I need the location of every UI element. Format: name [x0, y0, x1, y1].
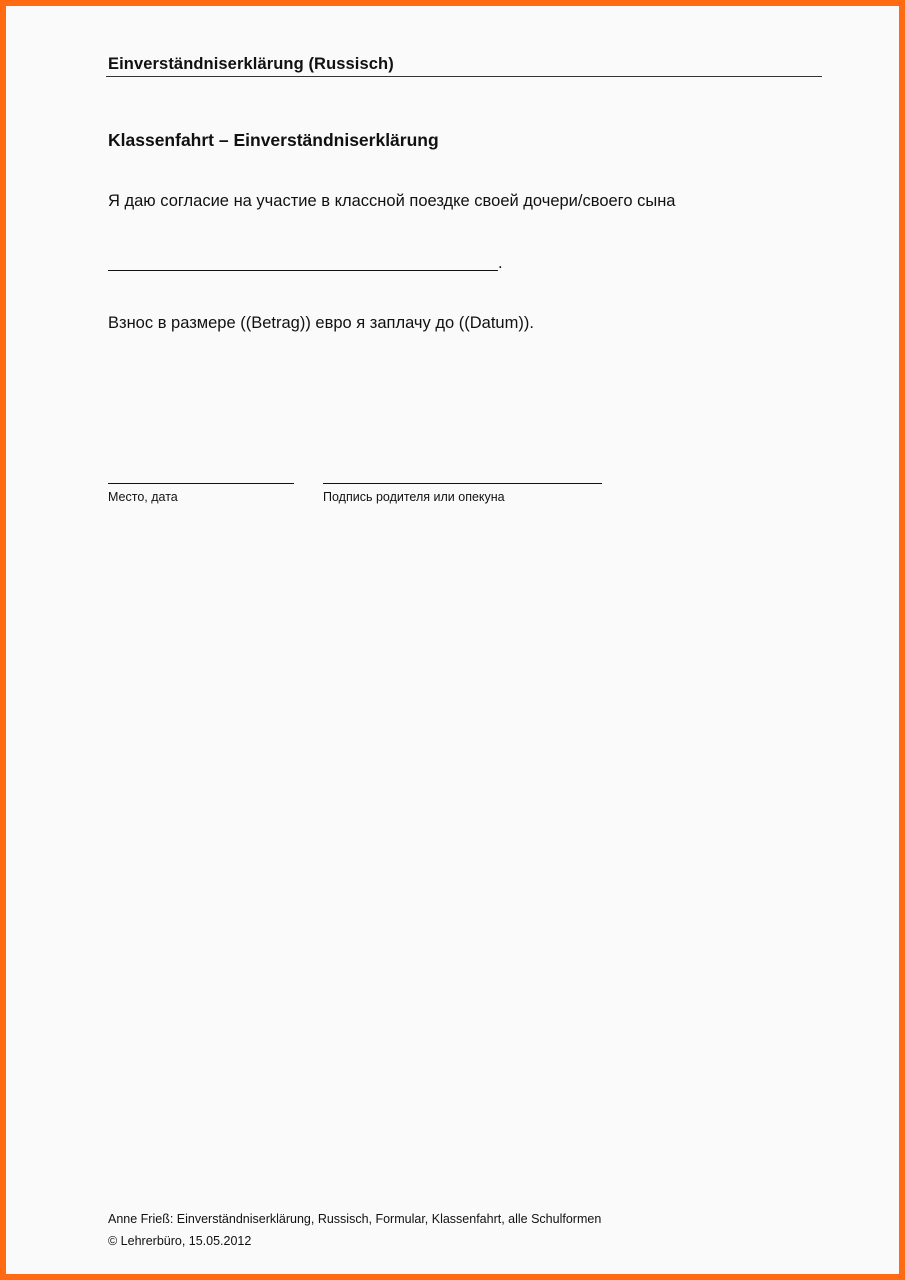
place-date-field[interactable] — [108, 483, 294, 484]
child-name-period: . — [498, 254, 503, 272]
consent-text: Я даю согласие на участие в классной поездке своей дочери/своего сына — [108, 192, 676, 210]
header-title: Einverständniserklärung (Russisch) — [108, 55, 394, 73]
document-title: Klassenfahrt – Einverständniserklärung — [108, 130, 439, 150]
parent-signature-label: Подпись родителя или опекуна — [323, 490, 505, 504]
place-date-label: Место, дата — [108, 490, 178, 504]
fee-text: Взнос в размере ((Betrag)) евро я заплачу до ((Datum)). — [108, 314, 534, 332]
child-name-field[interactable] — [108, 253, 498, 271]
footer-credit: Anne Frieß: Einverständniserklärung, Russisch, Formular, Klassenfahrt, alle Schulformen — [108, 1212, 602, 1226]
header-divider — [106, 76, 822, 77]
parent-signature-field[interactable] — [323, 483, 602, 484]
footer-copyright: © Lehrerbüro, 15.05.2012 — [108, 1234, 252, 1248]
